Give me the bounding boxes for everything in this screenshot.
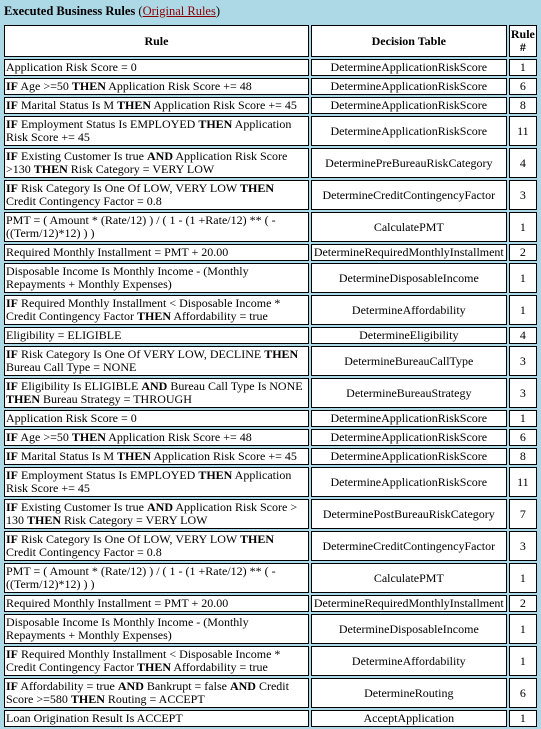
rule-text (4, 614, 309, 644)
rule-fragment: Required Monthly Installment = PMT + 20.00 (6, 245, 229, 259)
decision-table-name: DetermineBureauCallType (311, 346, 507, 376)
rule-fragment: Marital Status Is M (18, 449, 117, 463)
decision-table-name: DetermineRequiredMonthlyInstallment (311, 595, 507, 612)
table-row (4, 327, 537, 344)
table-row (4, 499, 537, 529)
decision-table-name: DetermineDisposableIncome (311, 614, 507, 644)
rule-number: 1 (509, 710, 537, 727)
rule-number: 3 (509, 180, 537, 210)
original-rules-link[interactable]: Original Rules (142, 4, 216, 18)
rule-number: 2 (509, 595, 537, 612)
rule-text (4, 448, 309, 465)
decision-table-name: DetermineApplicationRiskScore (311, 467, 507, 497)
table-row (4, 378, 537, 408)
rule-text (4, 212, 309, 242)
rule-fragment: Eligibility = ELIGIBLE (6, 328, 122, 342)
table-row (4, 295, 537, 325)
rule-number: 11 (509, 116, 537, 146)
rule-fragment: Age >=50 (18, 430, 72, 444)
rule-number: 1 (509, 614, 537, 644)
rules-table-body (4, 59, 537, 727)
rule-fragment: Routing = ACCEPT (104, 692, 205, 706)
table-row (4, 614, 537, 644)
rule-fragment: Bureau Strategy = THROUGH (40, 392, 192, 406)
rule-text (4, 710, 309, 727)
paren-close: ) (215, 4, 221, 18)
rule-number: 8 (509, 448, 537, 465)
rule-text (4, 678, 309, 708)
decision-table-name: DetermineApplicationRiskScore (311, 429, 507, 446)
rule-fragment: Application Risk Score += 45 (6, 468, 292, 495)
table-row (4, 346, 537, 376)
rule-keyword: THEN (264, 347, 299, 361)
rule-number: 11 (509, 467, 537, 497)
rule-keyword: IF (6, 181, 18, 195)
rule-fragment: Risk Category Is One Of VERY LOW, DECLINE (18, 347, 265, 361)
decision-table-name: DetermineCreditContingencyFactor (311, 531, 507, 561)
decision-table-name: DetermineDisposableIncome (311, 263, 507, 293)
rule-number: 1 (509, 59, 537, 76)
rule-keyword: AND (141, 379, 168, 393)
rule-fragment: Application Risk Score += 48 (105, 79, 252, 93)
rule-number: 3 (509, 531, 537, 561)
rule-fragment: Disposable Income Is Monthly Income - (Monthly Repayments + Monthly Expenses) (6, 615, 249, 642)
rule-keyword: AND (117, 679, 144, 693)
column-header-rule-number: Rule # (509, 25, 537, 57)
rule-fragment: Application Risk Score += 45 (151, 98, 297, 112)
rule-number: 6 (509, 78, 537, 95)
rule-keyword: THEN (27, 513, 62, 527)
rule-keyword: IF (6, 430, 18, 444)
rule-fragment: Application Risk Score += 48 (105, 430, 252, 444)
rule-text (4, 327, 309, 344)
rule-fragment: Risk Category Is One Of LOW, VERY LOW (18, 532, 240, 546)
rule-number: 1 (509, 212, 537, 242)
table-row (4, 78, 537, 95)
rule-fragment: Credit Contingency Factor = 0.8 (6, 194, 162, 208)
rule-keyword: AND (147, 500, 173, 514)
rule-number: 1 (509, 646, 537, 676)
rule-fragment: Eligibility Is ELIGIBLE (18, 379, 142, 393)
table-row (4, 212, 537, 242)
rule-fragment: Affordability = true (171, 309, 268, 323)
table-row (4, 531, 537, 561)
rule-fragment: Application Risk Score += 45 (151, 449, 297, 463)
rule-text (4, 595, 309, 612)
rule-keyword: THEN (198, 117, 233, 131)
rule-keyword: IF (6, 679, 18, 693)
rule-number: 1 (509, 563, 537, 593)
rule-number: 3 (509, 346, 537, 376)
rule-fragment: Loan Origination Result Is ACCEPT (6, 711, 183, 725)
decision-table-name: DetermineApplicationRiskScore (311, 97, 507, 114)
rule-text (4, 531, 309, 561)
rule-text (4, 410, 309, 427)
rule-fragment: Employment Status Is EMPLOYED (18, 468, 199, 482)
column-header-decision-table: Decision Table (311, 25, 507, 57)
decision-table-name: DetermineApplicationRiskScore (311, 410, 507, 427)
rule-text (4, 263, 309, 293)
rule-number: 1 (509, 263, 537, 293)
rule-keyword: THEN (239, 532, 274, 546)
decision-table-name: DetermineApplicationRiskScore (311, 78, 507, 95)
decision-table-name: DetermineCreditContingencyFactor (311, 180, 507, 210)
rule-fragment: Required Monthly Installment < Disposable Income * Credit Contingency Factor (6, 296, 281, 323)
table-row (4, 263, 537, 293)
rule-keyword: IF (6, 79, 18, 93)
rule-number: 3 (509, 378, 537, 408)
executed-rules-table (2, 23, 539, 729)
rule-number: 4 (509, 327, 537, 344)
rule-fragment: Existing Customer Is true (18, 500, 147, 514)
rule-fragment: Application Risk Score += 45 (6, 117, 292, 144)
rule-number: 6 (509, 678, 537, 708)
rule-keyword: IF (6, 149, 18, 163)
rule-text (4, 295, 309, 325)
rule-keyword: THEN (117, 98, 152, 112)
rule-text (4, 499, 309, 529)
rule-fragment: Age >=50 (18, 79, 72, 93)
table-row (4, 116, 537, 146)
rule-fragment: Marital Status Is M (18, 98, 117, 112)
rule-number: 7 (509, 499, 537, 529)
page-header (0, 0, 541, 22)
column-header-rule: Rule (4, 25, 309, 57)
rule-fragment: Affordability = true (18, 679, 118, 693)
rule-fragment: Application Risk Score = 0 (6, 60, 137, 74)
decision-table-name: DetermineEligibility (311, 327, 507, 344)
table-row (4, 678, 537, 708)
rule-text (4, 97, 309, 114)
rule-text (4, 180, 309, 210)
rule-fragment: Bankrupt = false (143, 679, 230, 693)
rule-fragment: Employment Status Is EMPLOYED (18, 117, 199, 131)
rule-fragment: PMT = ( Amount * (Rate/12) ) / ( 1 - (1 +Rate/12) ** ( -((Term/12)*12) ) ) (6, 564, 276, 591)
page-title: Executed Business Rules (4, 4, 136, 18)
decision-table-name: DeterminePostBureauRiskCategory (311, 499, 507, 529)
rule-keyword: IF (6, 532, 18, 546)
rule-text (4, 467, 309, 497)
rule-keyword: THEN (70, 692, 105, 706)
rule-text (4, 563, 309, 593)
rule-keyword: AND (229, 679, 256, 693)
rule-keyword: THEN (33, 162, 68, 176)
rule-fragment: Bureau Call Type Is NONE (167, 379, 303, 393)
rule-text (4, 646, 309, 676)
decision-table-name: DetermineApplicationRiskScore (311, 448, 507, 465)
rule-keyword: IF (6, 647, 18, 661)
decision-table-name: DetermineApplicationRiskScore (311, 59, 507, 76)
rule-keyword: THEN (136, 660, 171, 674)
rule-text (4, 244, 309, 261)
decision-table-name: DetermineRequiredMonthlyInstallment (311, 244, 507, 261)
table-row (4, 448, 537, 465)
rule-fragment: Application Risk Score >130 (6, 149, 288, 176)
decision-table-name: DeterminePreBureauRiskCategory (311, 148, 507, 178)
table-row (4, 646, 537, 676)
decision-table-name: DetermineAffordability (311, 295, 507, 325)
rule-keyword: THEN (71, 79, 106, 93)
rule-fragment: Application Risk Score = 0 (6, 411, 137, 425)
rule-keyword: THEN (136, 309, 171, 323)
decision-table-name: DetermineAffordability (311, 646, 507, 676)
rule-number: 1 (509, 295, 537, 325)
rule-keyword: THEN (71, 430, 106, 444)
rule-keyword: IF (6, 117, 18, 131)
rule-text (4, 346, 309, 376)
table-row (4, 563, 537, 593)
rule-keyword: THEN (117, 449, 152, 463)
rule-keyword: THEN (198, 468, 233, 482)
table-row (4, 59, 537, 76)
rule-fragment: Bureau Call Type = NONE (6, 360, 137, 374)
decision-table-name: AcceptApplication (311, 710, 507, 727)
table-row (4, 148, 537, 178)
rule-number: 4 (509, 148, 537, 178)
decision-table-name: DetermineApplicationRiskScore (311, 116, 507, 146)
table-row (4, 410, 537, 427)
rule-text (4, 429, 309, 446)
rule-text (4, 378, 309, 408)
rule-fragment: Required Monthly Installment = PMT + 20.00 (6, 596, 229, 610)
rule-keyword: AND (147, 149, 173, 163)
rule-fragment: Affordability = true (171, 660, 268, 674)
rule-fragment: Credit Contingency Factor = 0.8 (6, 545, 162, 559)
rule-text (4, 116, 309, 146)
rule-keyword: THEN (6, 392, 41, 406)
rule-keyword: IF (6, 468, 18, 482)
table-row (4, 467, 537, 497)
decision-table-name: CalculatePMT (311, 563, 507, 593)
rule-number: 8 (509, 97, 537, 114)
table-row (4, 97, 537, 114)
rule-text (4, 78, 309, 95)
rule-fragment: Disposable Income Is Monthly Income - (Monthly Repayments + Monthly Expenses) (6, 264, 249, 291)
table-row (4, 244, 537, 261)
rule-fragment: Required Monthly Installment < Disposable Income * Credit Contingency Factor (6, 647, 281, 674)
table-header-row (4, 25, 537, 57)
rule-keyword: IF (6, 296, 18, 310)
rule-number: 2 (509, 244, 537, 261)
rule-fragment: Credit Score >=580 (6, 679, 289, 706)
rule-fragment: Risk Category Is One Of LOW, VERY LOW (18, 181, 240, 195)
rule-fragment: PMT = ( Amount * (Rate/12) ) / ( 1 - (1 +Rate/12) ** ( -((Term/12)*12) ) ) (6, 213, 276, 240)
rule-keyword: IF (6, 347, 18, 361)
rule-number: 1 (509, 410, 537, 427)
decision-table-name: DetermineBureauStrategy (311, 378, 507, 408)
rule-keyword: IF (6, 500, 18, 514)
table-row (4, 710, 537, 727)
rule-fragment: Risk Category = VERY LOW (67, 162, 215, 176)
table-row (4, 180, 537, 210)
rule-text (4, 148, 309, 178)
decision-table-name: DetermineRouting (311, 678, 507, 708)
rule-number: 6 (509, 429, 537, 446)
rule-text (4, 59, 309, 76)
table-row (4, 429, 537, 446)
rule-keyword: IF (6, 379, 18, 393)
paren-open: ( (135, 4, 143, 18)
table-row (4, 595, 537, 612)
rule-keyword: IF (6, 98, 18, 112)
rule-keyword: IF (6, 449, 18, 463)
rule-fragment: Risk Category = VERY LOW (61, 513, 208, 527)
decision-table-name: CalculatePMT (311, 212, 507, 242)
rule-keyword: THEN (239, 181, 274, 195)
rule-fragment: Application Risk Score > 130 (6, 500, 298, 527)
rule-fragment: Existing Customer Is true (18, 149, 147, 163)
